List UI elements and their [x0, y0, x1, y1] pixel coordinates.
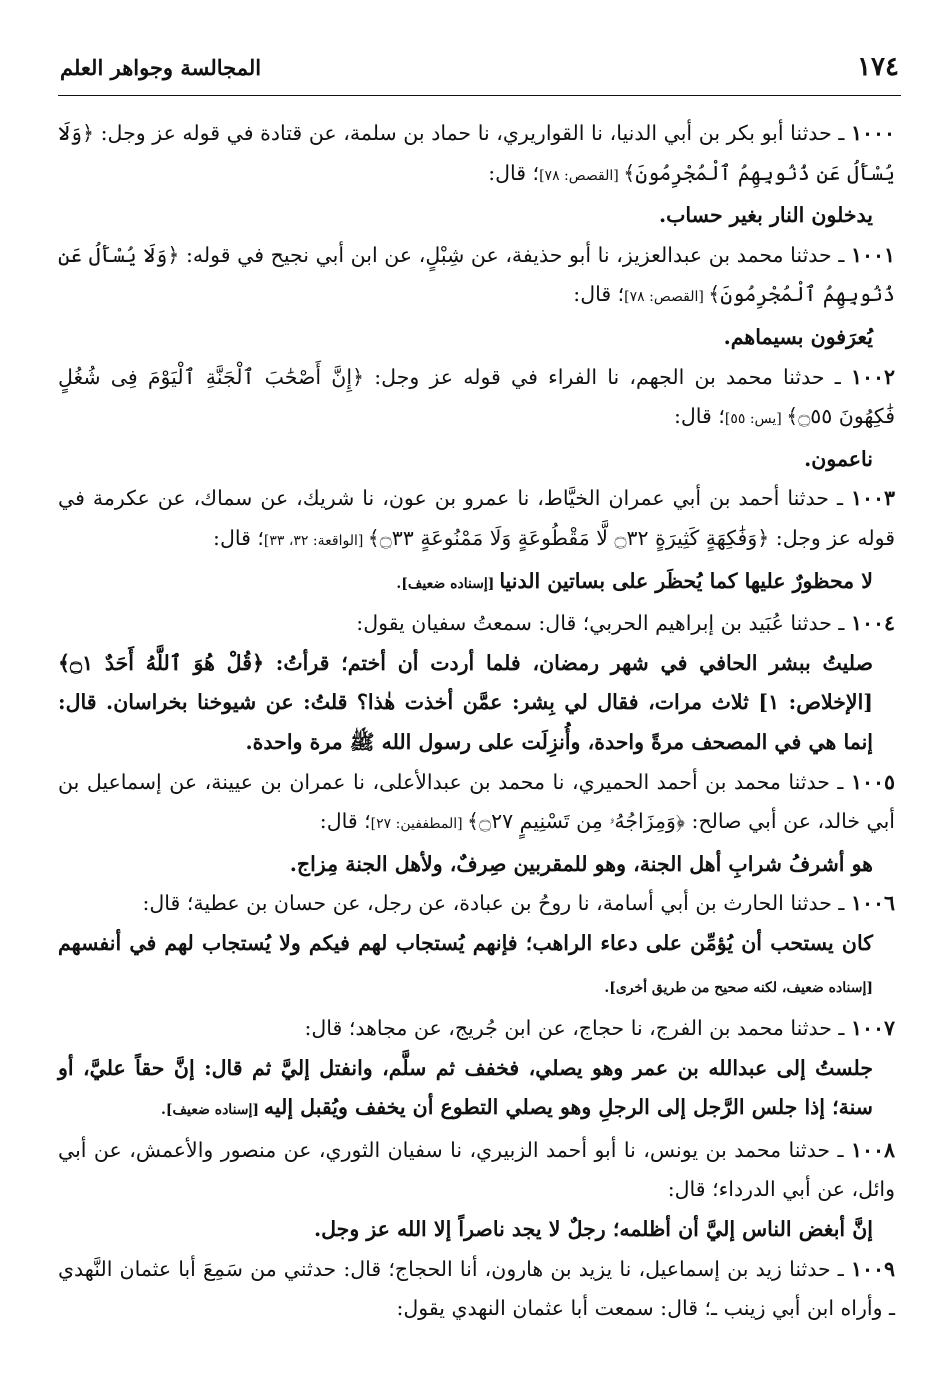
verse-reference: [المطففين: ٢٧]	[370, 816, 468, 833]
quran-verse: ﴿وَفَٰكِهَةٍ كَثِيرَةٍ ۝٣٢ لَّا مَقْطُوعَةٍ وَلَا مَمْنُوعَةٍ ۝٣٣﴾	[367, 525, 770, 550]
hadith-1001	[58, 236, 895, 318]
hadith-number: ١٠٠٧	[850, 1016, 895, 1041]
matn: إنَّ أبغض الناس إليَّ أن أظلمه؛ رجلٌ لا يجد ناصراً إلا الله عز وجل.	[313, 1217, 873, 1242]
grading-note: [إسناده ضعيف، لكنه صحيح من طريق أخرى].	[604, 980, 873, 997]
hadith-1003	[58, 479, 895, 561]
running-title: المجالسة وجواهر العلم	[60, 55, 262, 80]
hadith-number: ١٠٠٣	[850, 486, 895, 511]
hadith-1008	[58, 1131, 895, 1210]
isnad-tail: ؛ قال:	[573, 282, 625, 307]
isnad: ـ حدثنا محمد بن الجهم، نا الفراء في قوله عز وجل:	[364, 364, 851, 389]
isnad: ـ حدثنا زيد بن إسماعيل، نا يزيد بن هارون، أنا الحجاج؛ قال: حدثني من سَمِعَ أبا عثمان النَّهدي ـ وأراه ابن أبي زينب ـ؛ قال: سمعت أبا عثمان النهدي يقول:	[58, 1256, 895, 1321]
quran-verse: ﴿وَلَا يُسْأَلُ عَن ذُنُوبِهِمُ ٱلْمُجْرِمُونَ﴾	[58, 242, 895, 307]
isnad: ـ حدثنا أحمد بن أبي عمران الخيَّاط، نا عمرو بن عون، نا شريك، عن سماك، عن عكرمة في قوله عز وجل:	[58, 486, 895, 550]
hadith-number: ١٠٠٩	[850, 1256, 895, 1281]
page-number: ١٧٤	[857, 52, 899, 82]
matn: هو أشرفُ شرابِ أهل الجنة، وهو للمقربين صِرفٌ، ولأهل الجنة مِزاج.	[289, 851, 873, 876]
hadith-number: ١٠٠٥	[850, 769, 895, 794]
quran-verse: ﴿وَمِزَاجُهُۥ مِن تَسْنِيمٍ ۝٢٧﴾	[467, 809, 686, 834]
hadith-1009	[58, 1250, 895, 1329]
page-header	[60, 52, 899, 82]
isnad: ـ حدثنا الحارث بن أبي أسامة، نا روحُ بن عبادة، عن رجل، عن حسان بن عطية؛ قال:	[142, 891, 851, 916]
isnad-tail: ؛ قال:	[319, 809, 371, 834]
verse-reference: [الواقعة: ٣٢، ٣٣]	[263, 532, 368, 549]
hadith-1005	[58, 763, 895, 845]
hadith-1006	[58, 884, 895, 924]
header-rule	[58, 95, 901, 96]
isnad-tail: ؛ قال:	[673, 404, 725, 429]
matn: يدخلون النار بغير حساب.	[659, 203, 873, 228]
matn: جلستُ إلى عبدالله بن عمر وهو يصلي، فخفف ثم سلَّم، وانفتل إليَّ ثم قال: إنَّ حقاً عليَّ، أو سنة؛ إذا جلس الرَّجل إلى الرجلِ وهو يصلي التطوع أن يخفف ويُقبل إليه [إسناده ضعيف].	[58, 1055, 873, 1120]
hadith-1004	[58, 604, 895, 644]
matn: يُعرَفون بسيماهم.	[723, 324, 873, 349]
hadith-number: ١٠٠٤	[850, 611, 895, 636]
isnad: ـ حدثنا محمد بن عبدالعزيز، نا أبو حذيفة، عن شِبْلٍ، عن ابن أبي نجيح في قوله:	[179, 242, 851, 267]
verse-reference: [يس: ٥٥]	[724, 411, 787, 428]
grading-note: [إسناده ضعيف].	[161, 1102, 264, 1119]
hadith-1002	[58, 358, 895, 440]
isnad: ـ حدثنا محمد بن الفرج، نا حجاج، عن ابن جُريج، عن مجاهد؛ قال:	[304, 1016, 851, 1041]
hadith-number: ١٠٠٦	[850, 891, 895, 916]
hadith-number: ١٠٠٨	[850, 1137, 895, 1162]
verse-reference: [القصص: ٧٨]	[624, 289, 709, 306]
document-body	[58, 114, 895, 1329]
quran-verse: ﴿إِنَّ أَصْحَٰبَ ٱلْجَنَّةِ ٱلْيَوْمَ فِى شُغُلٍ فَٰكِهُونَ ۝٥٥﴾	[58, 364, 895, 429]
quran-verse: ﴿وَلَا يُسْأَلُ عَن ذُنُوبِهِمُ ٱلْمُجْرِمُونَ﴾	[58, 121, 895, 185]
isnad: ـ حدثنا أبو بكر بن أبي الدنيا، نا القواريري، نا حماد بن سلمة، عن قتادة في قوله عز وجل:	[94, 121, 851, 145]
hadith-1000	[58, 114, 895, 196]
isnad: ـ حدثنا محمد بن يونس، نا أبو أحمد الزبيري، نا سفيان الثوري، عن منصور والأعمش، عن أبي وائل، عن أبي الدرداء؛ قال:	[58, 1137, 895, 1202]
matn: ناعمون.	[804, 446, 873, 471]
matn: كان يستحب أن يُؤمِّن على دعاء الراهب؛ فإنهم يُستجاب لهم فيكم ولا يُستجاب لهم في أنفسهم [إسناده ضعيف، لكنه صحيح من طريق أخرى].	[58, 930, 873, 997]
hadith-number: ١٠٠١	[850, 242, 895, 267]
verse-reference: [القصص: ٧٨]	[539, 167, 624, 184]
hadith-number: ١٠٠٢	[850, 364, 896, 389]
grading-note: [إسناده ضعيف].	[396, 575, 500, 592]
isnad: ـ حدثنا عُبَيد بن إبراهيم الحربي؛ قال: سمعتُ سفيان يقول:	[356, 611, 851, 636]
isnad-tail: ؛ قال:	[488, 160, 540, 185]
isnad-tail: ؛ قال:	[213, 525, 264, 550]
matn: صليتُ ببشر الحافي في شهر رمضان، فلما أردت أن أختم؛ قرأتُ: ﴿قُلْ هُوَ ٱللَّهُ أَحَدٌ ۝١﴾ [الإخلاص: ١] ثلاث مرات، فقال لي بِشر: عمَّن أخذت هٰذا؟ قلتُ: عن شيوخنا بخراسان. قال: إنما هي في المصحف مرةً واحدة، وأُنزِلَت على رسول الله ﷺ مرة واحدة.	[58, 650, 873, 754]
hadith-1007	[58, 1009, 895, 1049]
isnad: ـ حدثنا محمد بن أحمد الحميري، نا محمد بن عبدالأعلى، نا عمران بن عيينة، عن إسماعيل بن أبي خالد، عن أبي صالح:	[58, 769, 895, 834]
hadith-number: ١٠٠٠	[850, 121, 895, 145]
matn: لا محظورٌ عليها كما يُحظَر على بساتين الدنيا [إسناده ضعيف].	[396, 568, 873, 593]
